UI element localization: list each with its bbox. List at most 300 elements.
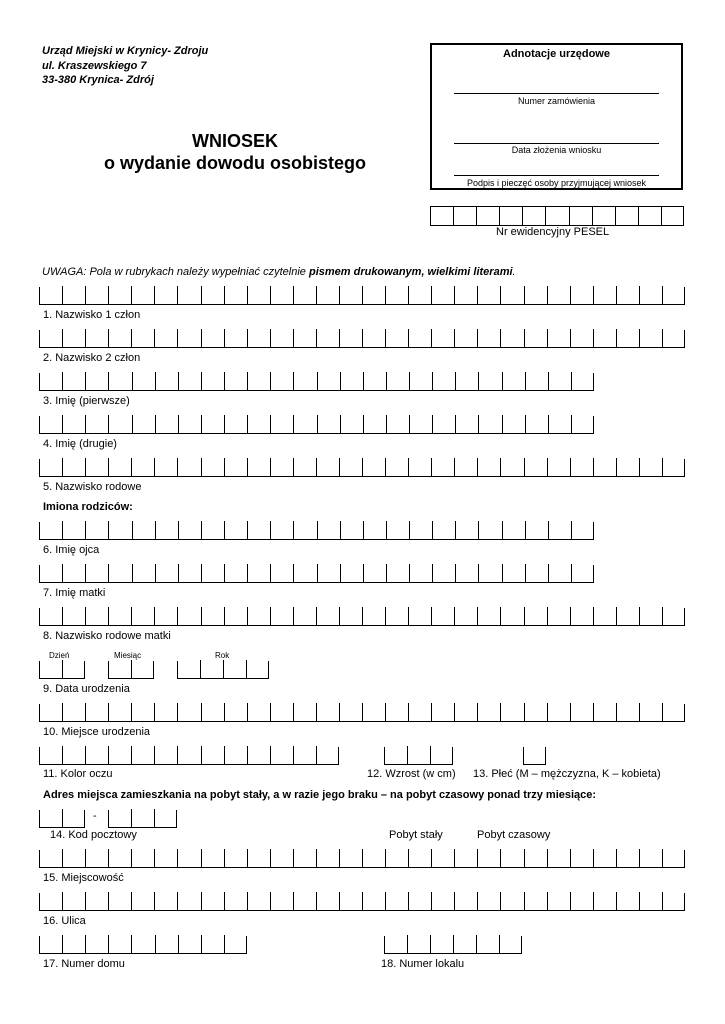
cell-divider [662,849,663,867]
cell-divider [132,564,133,582]
cell-divider [362,703,363,721]
cell-divider [386,564,387,582]
birth-date-label: 9. Data urodzenia [43,683,130,695]
cell-divider [502,521,503,539]
cell-divider [524,329,525,347]
cell-divider [500,458,501,476]
cell-divider [201,892,202,910]
cell-divider [85,458,86,476]
cell-divider [362,329,363,347]
cell-divider [363,521,364,539]
surname1-input[interactable] [39,287,685,305]
pesel-cell-divider [592,207,593,225]
cell-divider [571,564,572,582]
office-street: ul. Kraszewskiego 7 [42,59,147,72]
cell-divider [386,372,387,390]
cell-divider [293,286,294,304]
city-input[interactable] [39,850,685,868]
cell-divider [639,329,640,347]
cell-divider [455,521,456,539]
cell-divider [293,372,294,390]
cell-divider [247,746,248,764]
cell-divider [431,607,432,625]
cell-divider [224,564,225,582]
cell-divider [131,703,132,721]
cell-divider [316,329,317,347]
fill-notice [42,266,516,278]
mother-family-name-input[interactable] [39,608,685,626]
cell-divider [270,607,271,625]
cell-divider [177,892,178,910]
cell-divider [571,372,572,390]
order-number-line[interactable] [454,93,659,94]
cell-divider [155,564,156,582]
cell-divider [431,329,432,347]
cell-divider [455,372,456,390]
cell-divider [131,458,132,476]
cell-divider [430,935,431,953]
cell-divider [571,521,572,539]
cell-divider [432,564,433,582]
cell-divider [408,703,409,721]
cell-divider [131,849,132,867]
cell-divider [477,703,478,721]
parents-heading: Imiona rodziców: [43,501,133,513]
cell-divider [385,892,386,910]
form-subtitle: o wydanie dowodu osobistego [103,153,366,173]
cell-divider [363,564,364,582]
cell-divider [454,458,455,476]
cell-divider [616,286,617,304]
cell-divider [616,458,617,476]
cell-divider [270,521,271,539]
cell-divider [201,607,202,625]
cell-divider [224,372,225,390]
cell-divider [270,703,271,721]
father-name-label: 6. Imię ojca [43,544,100,556]
cell-divider [432,521,433,539]
cell-divider [224,849,225,867]
cell-divider [178,372,179,390]
cell-divider [477,286,478,304]
cell-divider [62,607,63,625]
cell-divider [85,564,86,582]
cell-divider [224,746,225,764]
cell-divider [132,372,133,390]
cell-divider [293,415,294,433]
cell-divider [547,329,548,347]
second-name-input[interactable] [39,416,594,434]
cell-divider [570,892,571,910]
pesel-cell-divider [638,207,639,225]
pesel-cell-divider [476,207,477,225]
cell-divider [454,703,455,721]
cell-divider [502,415,503,433]
cell-divider [247,849,248,867]
cell-divider [525,564,526,582]
cell-divider [247,458,248,476]
cell-divider [409,521,410,539]
cell-divider [317,564,318,582]
cell-divider [293,607,294,625]
cell-divider [85,521,86,539]
cell-divider [177,849,178,867]
cell-divider [593,329,594,347]
cell-divider [662,286,663,304]
cell-divider [270,564,271,582]
cell-divider [662,607,663,625]
cell-divider [201,415,202,433]
cell-divider [547,458,548,476]
cell-divider [108,372,109,390]
cell-divider [131,286,132,304]
pesel-cell-divider [661,207,662,225]
cell-divider [201,564,202,582]
cell-divider [177,286,178,304]
pesel-cell-divider [453,207,454,225]
cell-divider [224,703,225,721]
cell-divider [201,746,202,764]
cell-divider [62,521,63,539]
cell-divider [270,458,271,476]
postal-code-label: 14. Kod pocztowy [50,829,137,841]
cell-divider [500,607,501,625]
cell-divider [500,329,501,347]
cell-divider [477,329,478,347]
cell-divider [246,660,247,678]
birth-place-input[interactable] [39,704,685,722]
cell-divider [131,746,132,764]
street-label: 16. Ulica [43,915,86,927]
cell-divider [201,372,202,390]
cell-divider [502,372,503,390]
cell-divider [339,607,340,625]
mother-name-input[interactable] [39,565,594,583]
cell-divider [385,607,386,625]
cell-divider [154,703,155,721]
cell-divider [177,703,178,721]
cell-divider [500,703,501,721]
cell-divider [571,415,572,433]
permanent-stay-label[interactable]: Pobyt stały [389,829,443,841]
cell-divider [431,892,432,910]
cell-divider [317,415,318,433]
cell-divider [85,849,86,867]
signature-line[interactable] [454,175,659,176]
cell-divider [85,415,86,433]
cell-divider [432,372,433,390]
birth-year-input[interactable] [177,661,269,679]
house-number-input[interactable] [39,936,247,954]
cell-divider [362,849,363,867]
cell-divider [478,521,479,539]
cell-divider [455,564,456,582]
cell-divider [62,564,63,582]
cell-divider [316,458,317,476]
cell-divider [85,372,86,390]
cell-divider [131,329,132,347]
cell-divider [454,329,455,347]
cell-divider [85,892,86,910]
cell-divider [339,892,340,910]
cell-divider [385,703,386,721]
eye-color-input[interactable] [39,747,339,765]
cell-divider [62,329,63,347]
cell-divider [108,607,109,625]
height-input[interactable] [384,747,453,765]
cell-divider [477,607,478,625]
sex-input[interactable] [523,747,546,765]
cell-divider [593,892,594,910]
cell-divider [431,458,432,476]
cell-divider [132,415,133,433]
cell-divider [224,329,225,347]
cell-divider [362,892,363,910]
cell-divider [385,849,386,867]
form-title: WNIOSEK [191,131,278,151]
cell-divider [386,415,387,433]
cell-divider [500,849,501,867]
cell-divider [293,892,294,910]
cell-divider [454,849,455,867]
cell-divider [362,286,363,304]
cell-divider [154,329,155,347]
cell-divider [340,564,341,582]
year-label: Rok [215,651,230,660]
family-name-label: 5. Nazwisko rodowe [43,481,142,493]
cell-divider [548,564,549,582]
address-heading: Adres miejsca zamieszkania na pobyt stały, a w razie jego braku – na pobyt czasowy ponad trzy miesiące: [43,789,597,801]
cell-divider [385,329,386,347]
cell-divider [154,809,155,827]
cell-divider [407,935,408,953]
cell-divider [616,329,617,347]
cell-divider [293,564,294,582]
cell-divider [502,564,503,582]
cell-divider [524,458,525,476]
cell-divider [408,892,409,910]
cell-divider [547,849,548,867]
cell-divider [85,329,86,347]
cell-divider [155,521,156,539]
cell-divider [478,372,479,390]
cell-divider [108,849,109,867]
cell-divider [293,703,294,721]
cell-divider [316,703,317,721]
flat-number-label: 18. Numer lokalu [381,958,465,970]
cell-divider [155,935,156,953]
birth-day-input[interactable] [39,661,85,679]
cell-divider [108,935,109,953]
cell-divider [247,415,248,433]
cell-divider [270,746,271,764]
cell-divider [317,372,318,390]
cell-divider [524,892,525,910]
cell-divider [570,849,571,867]
temporary-stay-label[interactable]: Pobyt czasowy [477,829,551,841]
cell-divider [339,329,340,347]
cell-divider [177,458,178,476]
cell-divider [362,458,363,476]
cell-divider [499,935,500,953]
cell-divider [639,703,640,721]
cell-divider [223,660,224,678]
birth-month-input[interactable] [108,661,154,679]
order-number-label: Numer zamówienia [517,96,596,106]
cell-divider [408,849,409,867]
cell-divider [201,703,202,721]
cell-divider [178,521,179,539]
cell-divider [316,849,317,867]
cell-divider [293,458,294,476]
cell-divider [478,415,479,433]
cell-divider [224,892,225,910]
house-number-label: 17. Numer domu [43,958,125,970]
cell-divider [224,415,225,433]
father-name-input[interactable] [39,522,594,540]
cell-divider [247,607,248,625]
cell-divider [525,415,526,433]
cell-divider [639,607,640,625]
cell-divider [201,329,202,347]
second-name-label: 4. Imię (drugie) [43,438,117,450]
cell-divider [62,746,63,764]
office-name: Urząd Miejski w Krynicy- Zdroju [42,45,209,57]
mother-name-label: 7. Imię matki [43,587,106,599]
cell-divider [525,521,526,539]
cell-divider [154,849,155,867]
cell-divider [62,458,63,476]
postal-code-part2-input[interactable] [108,810,177,828]
cell-divider [339,703,340,721]
cell-divider [201,521,202,539]
cell-divider [548,415,549,433]
cell-divider [477,458,478,476]
signature-label: Podpis i pieczęć osoby przyjmującej wniosek [466,178,647,188]
street-input[interactable] [39,893,685,911]
cell-divider [385,286,386,304]
cell-divider [154,458,155,476]
surname2-input[interactable] [39,330,685,348]
cell-divider [500,286,501,304]
cell-divider [247,703,248,721]
cell-divider [593,458,594,476]
cell-divider [547,892,548,910]
cell-divider [270,372,271,390]
cell-divider [247,521,248,539]
cell-divider [62,892,63,910]
cell-divider [154,607,155,625]
cell-divider [108,458,109,476]
cell-divider [293,521,294,539]
day-label: Dzień [49,651,70,660]
cell-divider [408,607,409,625]
cell-divider [85,935,86,953]
cell-divider [616,703,617,721]
cell-divider [476,935,477,953]
cell-divider [548,521,549,539]
cell-divider [62,809,63,827]
cell-divider [639,892,640,910]
cell-divider [132,521,133,539]
cell-divider [154,746,155,764]
sex-label: 13. Płeć (M – mężczyzna, K – kobieta) [473,768,661,780]
cell-divider [431,703,432,721]
cell-divider [616,849,617,867]
cell-divider [593,607,594,625]
cell-divider [409,415,410,433]
cell-divider [409,372,410,390]
cell-divider [108,703,109,721]
cell-divider [177,329,178,347]
cell-divider [548,372,549,390]
cell-divider [340,521,341,539]
first-name-input[interactable] [39,373,594,391]
cell-divider [547,607,548,625]
cell-divider [62,415,63,433]
submission-date-line[interactable] [454,143,659,144]
eye-color-label: 11. Kolor oczu [43,768,113,780]
cell-divider [616,607,617,625]
cell-divider [524,849,525,867]
cell-divider [547,286,548,304]
cell-divider [454,286,455,304]
family-name-input[interactable] [39,459,685,477]
cell-divider [108,521,109,539]
cell-divider [639,286,640,304]
surname2-label: 2. Nazwisko 2 człon [43,352,141,364]
cell-divider [224,286,225,304]
cell-divider [201,458,202,476]
cell-divider [62,935,63,953]
cell-divider [386,521,387,539]
cell-divider [662,703,663,721]
cell-divider [201,935,202,953]
cell-divider [293,329,294,347]
cell-divider [477,849,478,867]
city-label: 15. Miejscowość [43,872,124,884]
notice-prefix: UWAGA: Pola w rubrykach należy wypełniać czytelnie [42,266,309,278]
cell-divider [85,703,86,721]
cell-divider [62,660,63,678]
cell-divider [432,415,433,433]
pesel-label: Nr ewidencyjny PESEL [496,226,610,238]
cell-divider [616,892,617,910]
cell-divider [547,703,548,721]
cell-divider [131,809,132,827]
cell-divider [154,286,155,304]
cell-divider [431,849,432,867]
postal-code-dash: - [93,810,97,822]
month-label: Miesiąc [114,651,142,660]
cell-divider [247,564,248,582]
cell-divider [363,372,364,390]
flat-number-input[interactable] [384,936,522,954]
cell-divider [662,892,663,910]
annotations-title: Adnotacje urzędowe [503,48,610,60]
pesel-cell-divider [615,207,616,225]
cell-divider [455,415,456,433]
cell-divider [200,660,201,678]
pesel-input[interactable] [430,206,684,226]
cell-divider [385,458,386,476]
cell-divider [224,521,225,539]
cell-divider [525,372,526,390]
cell-divider [177,746,178,764]
cell-divider [270,415,271,433]
pesel-cell-divider [522,207,523,225]
postal-code-part1-input[interactable] [39,810,85,828]
